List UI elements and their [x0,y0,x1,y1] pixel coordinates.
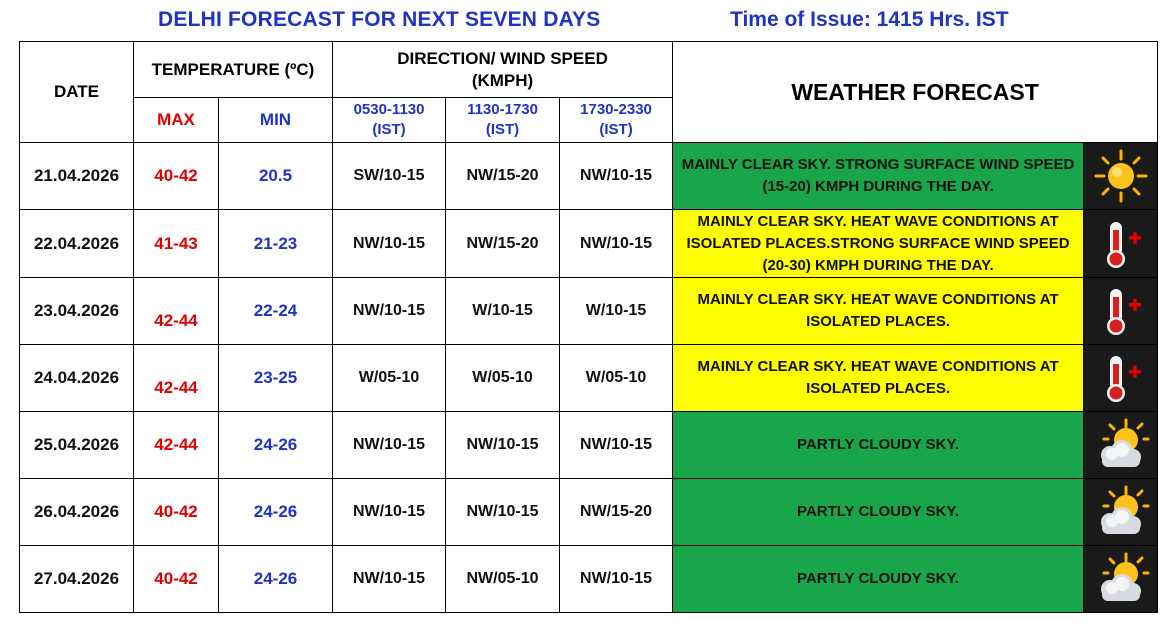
row-wind-evening: NW/10-15 [560,210,673,278]
row-date: 26.04.2026 [20,479,134,546]
row-wind-afternoon: NW/05-10 [446,546,560,613]
row-min-temp: 23-25 [219,345,333,412]
row-wind-evening: NW/10-15 [560,143,673,210]
row-max-temp: 40-42 [134,546,219,613]
row-forecast-text: PARTLY CLOUDY SKY. [673,479,1084,546]
row-max-temp: 41-43 [134,210,219,278]
header-min: MIN [219,98,333,143]
row-wind-afternoon: NW/10-15 [446,479,560,546]
row-max-temp: 40-42 [134,143,219,210]
row-forecast-text: MAINLY CLEAR SKY. STRONG SURFACE WIND SPEED (15-20) KMPH DURING THE DAY. [673,143,1084,210]
slot-range: 1730-2330 [580,101,652,118]
header-wind [333,42,673,98]
row-max-temp: 42-44 [134,278,219,345]
row-forecast-text: MAINLY CLEAR SKY. HEAT WAVE CONDITIONS AT ISOLATED PLACES. [673,345,1084,412]
row-weather-icon-cell [1084,278,1158,345]
table-row [20,210,1158,278]
row-forecast-text: MAINLY CLEAR SKY. HEAT WAVE CONDITIONS AT ISOLATED PLACES. [673,278,1084,345]
row-wind-morning: NW/10-15 [333,479,446,546]
row-max-temp: 42-44 [134,345,219,412]
row-min-temp: 21-23 [219,210,333,278]
row-wind-evening: NW/10-15 [560,412,673,479]
sun-icon [1084,148,1157,204]
row-min-temp: 24-26 [219,412,333,479]
header-wind-line1: DIRECTION/ WIND SPEED [397,48,608,68]
table-row [20,546,1158,613]
row-wind-afternoon: NW/10-15 [446,412,560,479]
header-slot-2 [446,98,560,143]
row-forecast-text: MAINLY CLEAR SKY. HEAT WAVE CONDITIONS AT ISOLATED PLACES.STRONG SURFACE WIND SPEED (20-30) KMPH DURING THE DAY. [673,210,1084,278]
row-weather-icon-cell [1084,345,1158,412]
forecast-table [19,41,1158,613]
partly-cloudy-icon [1084,551,1157,607]
row-wind-evening: W/05-10 [560,345,673,412]
row-date: 27.04.2026 [20,546,134,613]
page-title: DELHI FORECAST FOR NEXT SEVEN DAYS [158,8,601,31]
row-wind-morning: NW/10-15 [333,546,446,613]
row-date: 21.04.2026 [20,143,134,210]
row-wind-morning: W/05-10 [333,345,446,412]
header-date: DATE [20,42,134,143]
row-weather-icon-cell [1084,479,1158,546]
row-min-temp: 20.5 [219,143,333,210]
row-wind-afternoon: W/05-10 [446,345,560,412]
row-forecast-text: PARTLY CLOUDY SKY. [673,546,1084,613]
row-date: 22.04.2026 [20,210,134,278]
row-wind-morning: SW/10-15 [333,143,446,210]
header-slot-3 [560,98,673,143]
table-row [20,143,1158,210]
slot-zone: (IST) [599,121,633,138]
row-wind-morning: NW/10-15 [333,412,446,479]
slot-range: 0530-1130 [353,101,425,118]
row-wind-morning: NW/10-15 [333,278,446,345]
partly-cloudy-icon [1084,484,1157,540]
thermometer-hot-icon [1084,283,1157,339]
thermometer-hot-icon [1084,216,1157,272]
table-row [20,278,1158,345]
row-weather-icon-cell [1084,143,1158,210]
partly-cloudy-icon [1084,417,1157,473]
row-wind-afternoon: W/10-15 [446,278,560,345]
slot-zone: (IST) [485,121,520,138]
row-wind-evening: W/10-15 [560,278,673,345]
row-min-temp: 24-26 [219,479,333,546]
row-forecast-text: PARTLY CLOUDY SKY. [673,412,1084,479]
row-date: 24.04.2026 [20,345,134,412]
row-weather-icon-cell [1084,210,1158,278]
row-date: 23.04.2026 [20,278,134,345]
thermometer-hot-icon [1084,350,1157,406]
row-weather-icon-cell [1084,546,1158,613]
row-min-temp: 22-24 [219,278,333,345]
row-max-temp: 42-44 [134,412,219,479]
row-wind-evening: NW/10-15 [560,546,673,613]
row-max-temp: 40-42 [134,479,219,546]
header-forecast: WEATHER FORECAST [673,42,1158,143]
table-row [20,479,1158,546]
header-max: MAX [134,98,219,143]
row-date: 25.04.2026 [20,412,134,479]
forecast-rows [20,143,1158,613]
header-slot-1 [333,98,446,143]
row-wind-afternoon: NW/15-20 [446,210,560,278]
row-wind-morning: NW/10-15 [333,210,446,278]
table-row [20,345,1158,412]
header-wind-line2: (KMPH) [471,70,534,90]
table-row [20,412,1158,479]
row-wind-afternoon: NW/15-20 [446,143,560,210]
slot-range: 1130-1730 [467,101,538,118]
header-temperature: TEMPERATURE (ºC) [134,42,333,98]
issue-time: Time of Issue: 1415 Hrs. IST [730,8,1009,31]
row-min-temp: 24-26 [219,546,333,613]
slot-zone: (IST) [372,121,406,138]
row-weather-icon-cell [1084,412,1158,479]
row-wind-evening: NW/15-20 [560,479,673,546]
